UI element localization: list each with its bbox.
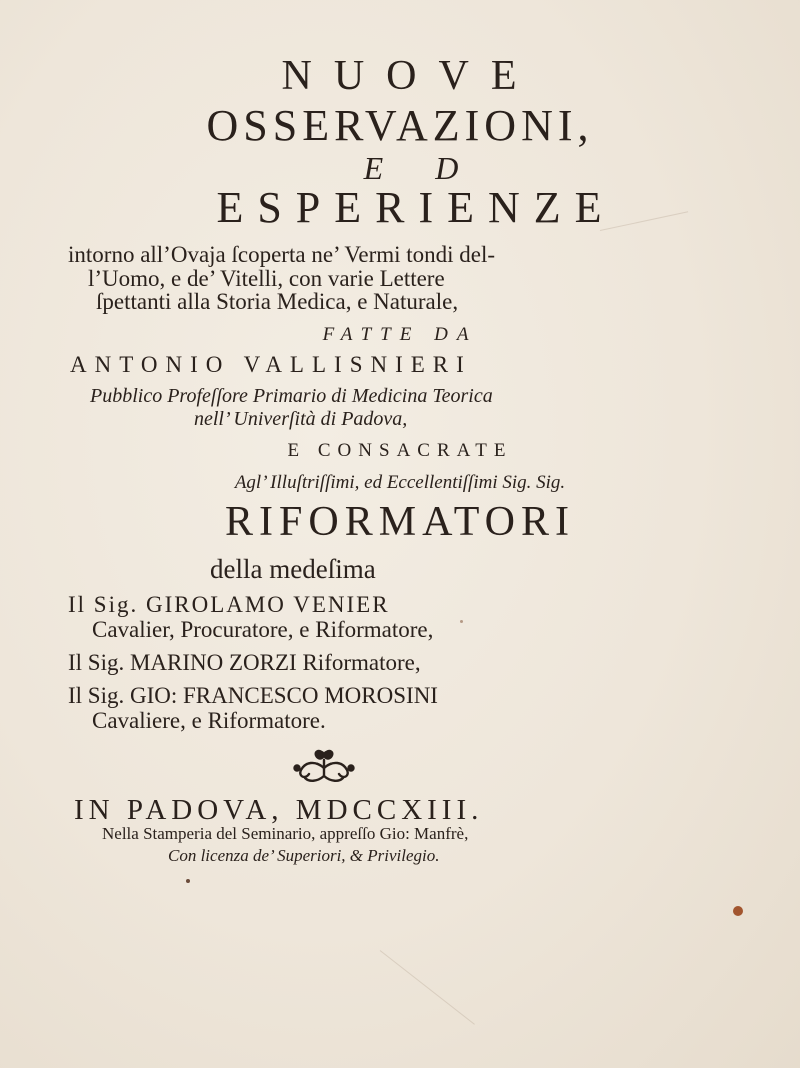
title-osservazioni: OSSERVAZIONI, [206, 101, 594, 150]
riformatore-1-title: Cavalier, Procuratore, e Riformatore, [92, 617, 434, 642]
title-esperienze: ESPERIENZE [216, 183, 616, 232]
imprint-place-date: IN PADOVA, MDCCXIII. [74, 794, 484, 826]
riformatore-3: Il Sig. GIO: FRANCESCO MOROSINI [68, 683, 438, 708]
foxing-spot [733, 906, 743, 916]
riformatore-1: Il Sig. GIROLAMO VENIER [68, 592, 390, 617]
riformatore-3-title: Cavaliere, e Riformatore. [92, 708, 326, 733]
consacrate: E CONSACRATE [287, 440, 513, 461]
dedication-to: Agl’ Illuſtriſſimi, ed Eccellentiſſimi Sig. Sig. [234, 472, 566, 493]
subtitle-line-1: intorno all’Ovaja ſcoperta ne’ Vermi tondi del- [68, 242, 496, 267]
della-medesima: della medeſima [210, 554, 376, 584]
author-role-line-1: Pubblico Profeſſore Primario di Medicina Teorica [90, 385, 493, 407]
author-role-line-2: nell’ Univerſità di Padova, [194, 408, 408, 430]
title-nuove: NUOVE [281, 53, 539, 99]
foxing-spot [186, 879, 190, 883]
subtitle-line-3: ſpettanti alla Storia Medica, e Naturale, [96, 289, 459, 314]
title-ed: E D [363, 150, 481, 186]
author-name: ANTONIO VALLISNIERI [70, 352, 472, 377]
imprint-printer: Nella Stamperia del Seminario, appreſſo Gio: Manfrè, [102, 824, 469, 843]
paper-crease [380, 950, 475, 1025]
floral-vignette-icon [293, 746, 355, 786]
subtitle-line-2: l’Uomo, e de’ Vitelli, con varie Lettere [88, 266, 445, 291]
riformatore-2: Il Sig. MARINO ZORZI Riformatore, [68, 650, 421, 675]
fatte-da: FATTE DA [322, 324, 478, 345]
foxing-spot [460, 620, 463, 623]
riformatori-heading: RIFORMATORI [225, 499, 575, 545]
imprint-license: Con licenza de’ Superiori, & Privilegio. [168, 846, 440, 865]
